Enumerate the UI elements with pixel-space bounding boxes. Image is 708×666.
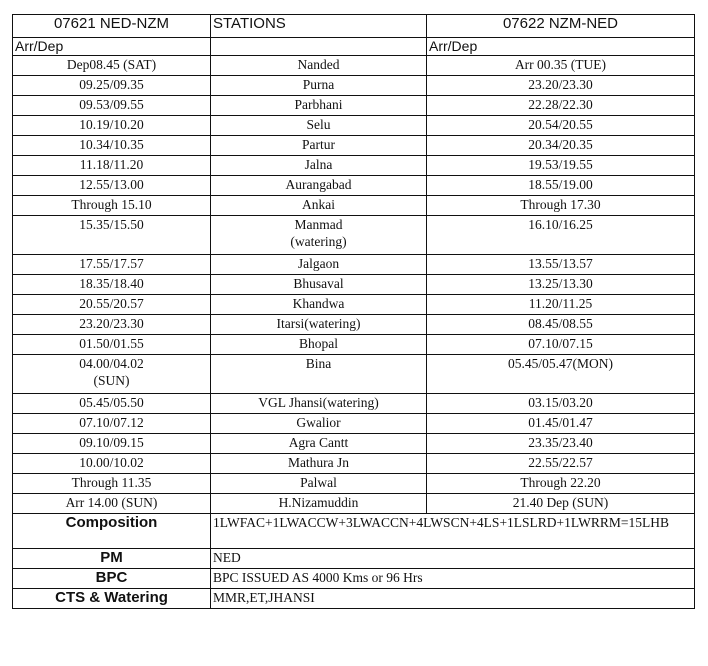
cell-text: 18.55/19.00 — [528, 177, 593, 192]
pm-row — [13, 549, 695, 569]
station-cell — [211, 275, 427, 295]
cell-text: 05.45/05.50 — [79, 395, 144, 410]
cell-text: 20.54/20.55 — [528, 117, 593, 132]
station-cell — [211, 176, 427, 196]
cell-text: Parbhani — [294, 97, 343, 112]
station-cell — [211, 56, 427, 76]
cell-text: 10.00/10.02 — [79, 455, 144, 470]
station-rows — [13, 56, 695, 514]
down-time-cell — [427, 355, 695, 394]
cell-text: (SUN) — [93, 373, 130, 388]
table-row — [13, 335, 695, 355]
cell-text: 10.34/10.35 — [79, 137, 144, 152]
cts-watering-value: MMR,ET,JHANSI — [211, 589, 695, 609]
station-cell — [211, 196, 427, 216]
cell-text: 18.35/18.40 — [79, 276, 144, 291]
cell-text: Arr 00.35 (TUE) — [514, 57, 607, 72]
up-time-cell — [13, 136, 211, 156]
down-time-cell — [427, 196, 695, 216]
down-time-cell — [427, 494, 695, 514]
up-time-cell — [13, 434, 211, 454]
down-time-cell — [427, 315, 695, 335]
down-time-cell — [427, 136, 695, 156]
cell-text: Mathura Jn — [287, 455, 350, 470]
down-time-cell — [427, 474, 695, 494]
table-row — [13, 176, 695, 196]
cell-text: 09.25/09.35 — [79, 77, 144, 92]
table-row — [13, 275, 695, 295]
cell-text: VGL Jhansi(watering) — [258, 395, 379, 410]
cell-text: 09.10/09.15 — [79, 435, 144, 450]
cell-text: 10.19/10.20 — [79, 117, 144, 132]
table-row — [13, 474, 695, 494]
table-row — [13, 216, 695, 255]
cell-text: 20.34/20.35 — [528, 137, 593, 152]
up-time-cell — [13, 56, 211, 76]
station-cell — [211, 414, 427, 434]
cell-text: 19.53/19.55 — [528, 157, 593, 172]
station-cell — [211, 255, 427, 275]
up-time-cell — [13, 474, 211, 494]
up-time-cell — [13, 116, 211, 136]
train-07621-header: 07621 NED-NZM — [13, 15, 211, 38]
cell-text: Jalna — [304, 157, 333, 172]
table-row — [13, 454, 695, 474]
down-time-cell — [427, 156, 695, 176]
arr-dep-label-down: Arr/Dep — [427, 38, 695, 56]
up-time-cell — [13, 176, 211, 196]
table-row — [13, 315, 695, 335]
cell-text: Itarsi(watering) — [276, 316, 361, 331]
cell-text: (watering) — [290, 234, 347, 249]
subheader-blank — [211, 38, 427, 56]
composition-row — [13, 514, 695, 549]
down-time-cell — [427, 76, 695, 96]
cell-text: 08.45/08.55 — [528, 316, 593, 331]
cell-text: 03.15/03.20 — [528, 395, 593, 410]
cell-text: 01.50/01.55 — [79, 336, 144, 351]
station-cell — [211, 394, 427, 414]
station-cell — [211, 136, 427, 156]
table-row — [13, 56, 695, 76]
composition-label: Composition — [13, 514, 211, 549]
table-row — [13, 255, 695, 275]
station-cell — [211, 96, 427, 116]
cell-text: 20.55/20.57 — [79, 296, 144, 311]
cell-text: 23.20/23.30 — [528, 77, 593, 92]
station-cell — [211, 315, 427, 335]
cell-text: 22.28/22.30 — [528, 97, 593, 112]
header-row — [13, 15, 695, 38]
cell-text: 11.18/11.20 — [79, 157, 144, 172]
station-cell — [211, 494, 427, 514]
station-cell — [211, 474, 427, 494]
table-row — [13, 156, 695, 176]
table-row — [13, 434, 695, 454]
cell-text: Ankai — [302, 197, 335, 212]
station-cell — [211, 434, 427, 454]
cell-text: Bhusaval — [293, 276, 344, 291]
down-time-cell — [427, 116, 695, 136]
table-row — [13, 414, 695, 434]
table-row — [13, 355, 695, 394]
table-row — [13, 394, 695, 414]
cell-text: 13.55/13.57 — [528, 256, 593, 271]
composition-value: 1LWFAC+1LWACCW+3LWACCN+4LWSCN+4LS+1LSLRD+1LWRRM=15LHB — [211, 514, 695, 549]
cell-text: 07.10/07.15 — [528, 336, 593, 351]
cell-text: 13.25/13.30 — [528, 276, 593, 291]
down-time-cell — [427, 275, 695, 295]
table-row — [13, 494, 695, 514]
station-cell — [211, 216, 427, 255]
cell-text: Manmad — [294, 217, 343, 232]
cell-text: Purna — [302, 77, 335, 92]
cell-text: Palwal — [300, 475, 337, 490]
cell-text: Selu — [306, 117, 331, 132]
train-07622-header: 07622 NZM-NED — [427, 15, 695, 38]
cell-text: H.Nizamuddin — [278, 495, 359, 510]
station-cell — [211, 116, 427, 136]
subheader-row — [13, 38, 695, 56]
cell-text: 11.20/11.25 — [528, 296, 593, 311]
cts-watering-label: CTS & Watering — [13, 589, 211, 609]
bpc-label: BPC — [13, 569, 211, 589]
cell-text: Through 17.30 — [520, 197, 601, 212]
down-time-cell — [427, 255, 695, 275]
up-time-cell — [13, 196, 211, 216]
up-time-cell — [13, 216, 211, 255]
bpc-value: BPC ISSUED AS 4000 Kms or 96 Hrs — [211, 569, 695, 589]
cell-text: Bhopal — [299, 336, 338, 351]
station-cell — [211, 156, 427, 176]
down-time-cell — [427, 295, 695, 315]
station-cell — [211, 454, 427, 474]
up-time-cell — [13, 494, 211, 514]
cell-text: Jalgaon — [297, 256, 340, 271]
down-time-cell — [427, 434, 695, 454]
cell-text: Arr 14.00 (SUN) — [65, 495, 158, 510]
up-time-cell — [13, 355, 211, 394]
down-time-cell — [427, 96, 695, 116]
cell-text: Through 15.10 — [71, 197, 152, 212]
down-time-cell — [427, 394, 695, 414]
cell-text: 22.55/22.57 — [528, 455, 593, 470]
stations-header: STATIONS — [211, 15, 427, 38]
cell-text: 21.40 Dep (SUN) — [512, 495, 609, 510]
down-time-cell — [427, 56, 695, 76]
station-cell — [211, 76, 427, 96]
down-time-cell — [427, 176, 695, 196]
timetable — [12, 14, 695, 609]
table-row — [13, 116, 695, 136]
up-time-cell — [13, 96, 211, 116]
up-time-cell — [13, 295, 211, 315]
pm-value: NED — [211, 549, 695, 569]
cell-text: 16.10/16.25 — [528, 217, 593, 232]
up-time-cell — [13, 414, 211, 434]
cell-text: Through 22.20 — [520, 475, 601, 490]
down-time-cell — [427, 216, 695, 255]
station-cell — [211, 295, 427, 315]
pm-label: PM — [13, 549, 211, 569]
table-row — [13, 76, 695, 96]
down-time-cell — [427, 454, 695, 474]
cell-text: Agra Cantt — [288, 435, 349, 450]
up-time-cell — [13, 454, 211, 474]
cell-text: 17.55/17.57 — [79, 256, 144, 271]
cell-text: Aurangabad — [285, 177, 352, 192]
cell-text: Partur — [302, 137, 335, 152]
station-cell — [211, 335, 427, 355]
cell-text: 04.00/04.02 — [79, 356, 144, 371]
cell-text: 23.20/23.30 — [79, 316, 144, 331]
cell-text: 01.45/01.47 — [528, 415, 593, 430]
up-time-cell — [13, 156, 211, 176]
down-time-cell — [427, 335, 695, 355]
up-time-cell — [13, 275, 211, 295]
cell-text: 15.35/15.50 — [79, 217, 144, 232]
cell-text: Through 11.35 — [71, 475, 152, 490]
cell-text: Dep08.45 (SAT) — [66, 57, 157, 72]
station-cell — [211, 355, 427, 394]
cell-text: Khandwa — [292, 296, 345, 311]
up-time-cell — [13, 335, 211, 355]
up-time-cell — [13, 255, 211, 275]
cell-text: 09.53/09.55 — [79, 97, 144, 112]
up-time-cell — [13, 394, 211, 414]
table-row — [13, 96, 695, 116]
up-time-cell — [13, 76, 211, 96]
cell-text: 05.45/05.47(MON) — [508, 356, 613, 371]
up-time-cell — [13, 315, 211, 335]
cell-text: 23.35/23.40 — [528, 435, 593, 450]
table-row — [13, 295, 695, 315]
cell-text: Nanded — [297, 57, 340, 72]
cell-text: 07.10/07.12 — [79, 415, 144, 430]
table-row — [13, 136, 695, 156]
cts-watering-row — [13, 589, 695, 609]
cell-text: Bina — [305, 356, 332, 371]
arr-dep-label-up: Arr/Dep — [13, 38, 211, 56]
down-time-cell — [427, 414, 695, 434]
bpc-row — [13, 569, 695, 589]
cell-text: 12.55/13.00 — [79, 177, 144, 192]
table-row — [13, 196, 695, 216]
cell-text: Gwalior — [296, 415, 341, 430]
